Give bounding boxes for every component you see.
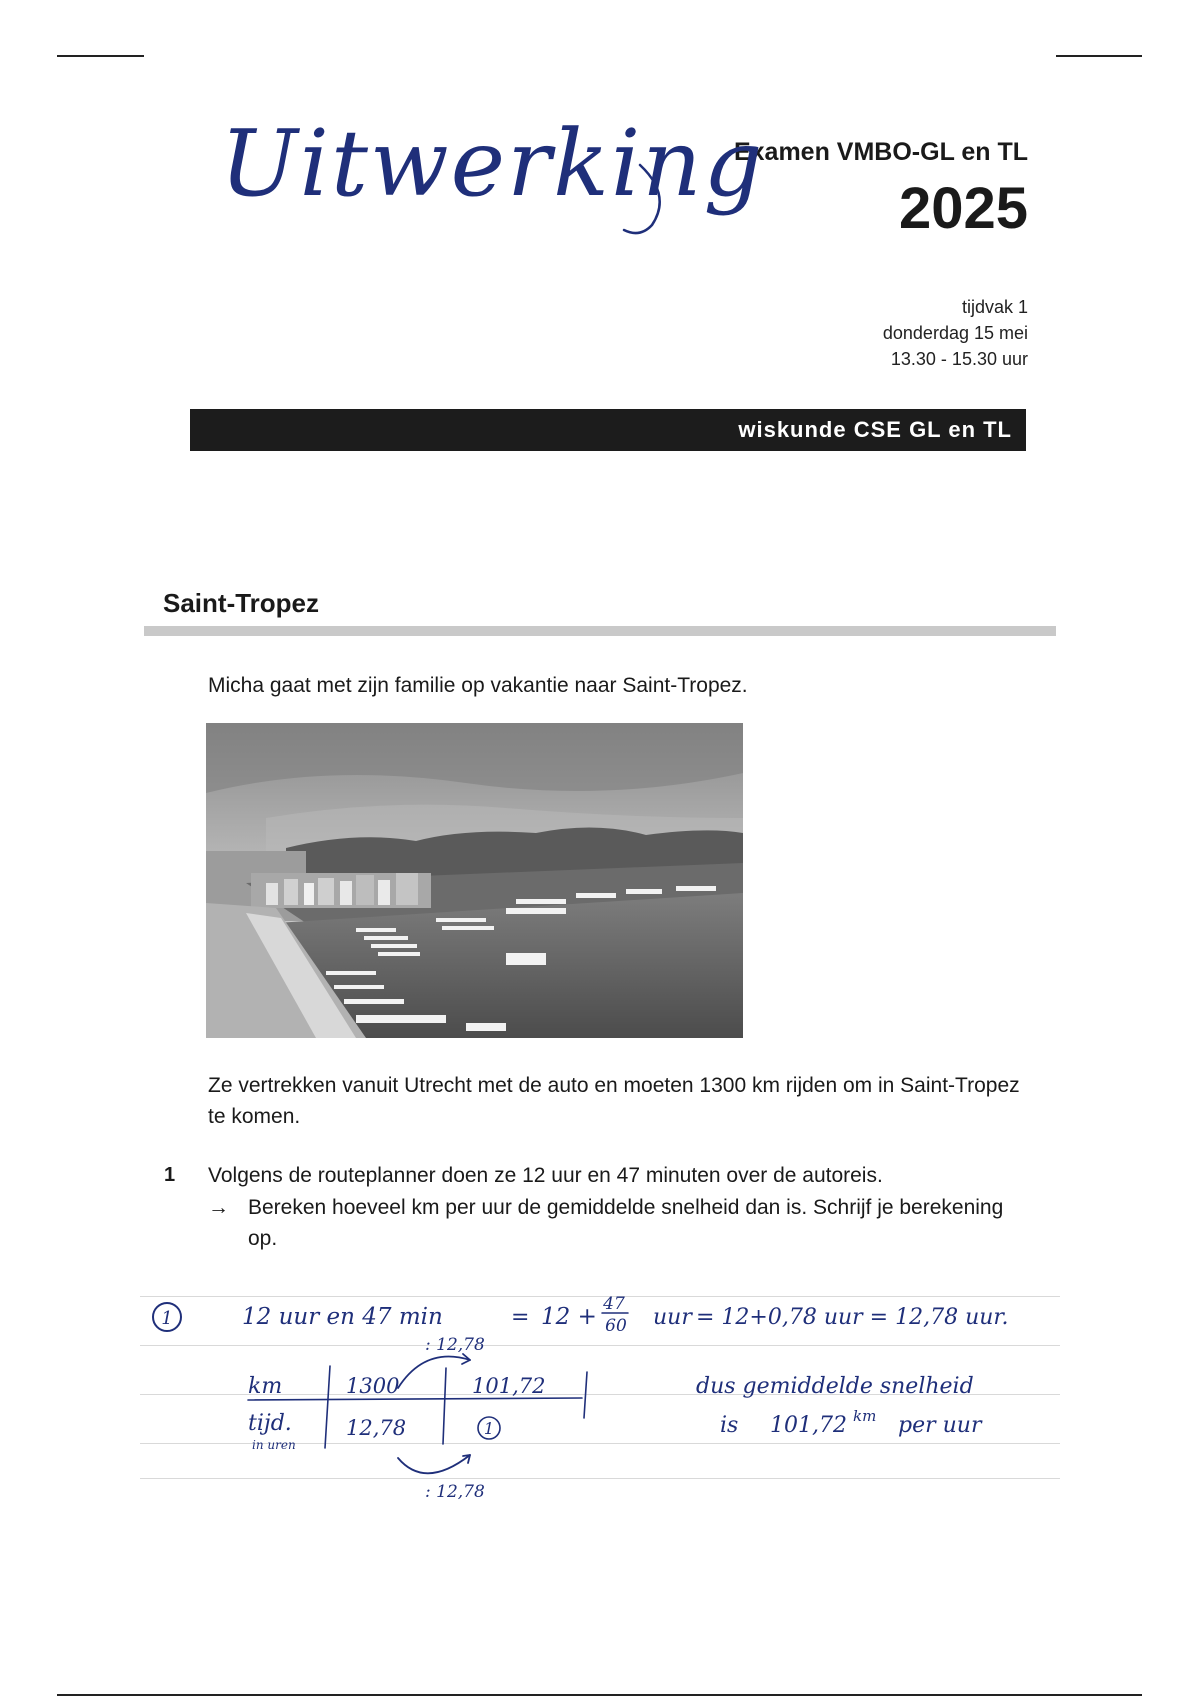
hw-table-value-one: 1: [483, 1419, 495, 1438]
hw-table-label-sub: in uren: [252, 1438, 296, 1452]
question-number: 1: [164, 1164, 176, 1186]
hw-line1-lhs: 12 uur en 47 min: [242, 1304, 443, 1330]
hw-table-vline-1: [325, 1366, 330, 1448]
hw-table-label-tijd: tijd.: [248, 1411, 292, 1436]
hw-line1-unit: uur: [653, 1305, 692, 1330]
section-title: Saint-Tropez: [163, 588, 320, 618]
subject-label: wiskunde CSE GL en TL: [738, 417, 1012, 442]
hw-table-value-time: 12,78: [346, 1416, 407, 1440]
hw-fraction-denominator: 60: [605, 1316, 627, 1336]
hw-table-label-km: km: [248, 1374, 283, 1399]
handwritten-title: Uitwerking: [220, 110, 765, 217]
hw-line1-whole: 12 +: [541, 1304, 597, 1330]
exam-date: donderdag 15 mei: [882, 323, 1028, 343]
hw-conclusion-end: per uur: [898, 1413, 982, 1438]
exam-time: 13.30 - 15.30 uur: [890, 349, 1028, 369]
question-text: Volgens de routeplanner doen ze 12 uur en 47 minuten over de autoreis.: [208, 1164, 883, 1187]
hw-conclusion-value: 101,72: [770, 1413, 847, 1438]
exam-year: 2025: [898, 176, 1028, 241]
hw-line1-eq: =: [511, 1305, 530, 1330]
hw-divide-bottom: : 12,78: [425, 1482, 485, 1502]
route-paragraph: Ze vertrekken vanuit Utrecht met de auto en moeten 1300 km rijden om in Saint-Tropez te komen.: [208, 1074, 1020, 1128]
hw-arrow-top: [398, 1357, 470, 1389]
hw-table-vline-2: [443, 1368, 446, 1444]
exam-period: tijdvak 1: [961, 297, 1028, 317]
hw-table-vline-3: [584, 1372, 587, 1418]
arrow-icon: →: [208, 1196, 229, 1219]
hw-table-hline: [248, 1398, 582, 1400]
hw-table-value-speed: 101,72: [472, 1374, 546, 1398]
hw-table-value-1300: 1300: [346, 1374, 400, 1398]
hw-fraction-numerator: 47: [603, 1294, 625, 1314]
intro-paragraph: Micha gaat met zijn familie op vakantie naar Saint-Tropez.: [208, 674, 748, 697]
hw-line1-rest: = 12+0,78 uur = 12,78 uur.: [696, 1305, 1009, 1330]
instruction-text: Bereken hoeveel km per uur de gemiddelde snelheid dan is. Schrijf je berekening op.: [248, 1196, 1004, 1250]
exam-title: Examen VMBO-GL en TL: [733, 138, 1028, 166]
hw-conclusion-line1: dus gemiddelde snelheid: [696, 1374, 974, 1399]
hw-arrow-bottom: [398, 1455, 470, 1473]
hw-divide-top: : 12,78: [425, 1335, 485, 1355]
circled-question-label: 1: [161, 1308, 173, 1329]
hw-conclusion-unit: km: [853, 1407, 877, 1425]
hw-conclusion-is: is: [720, 1413, 739, 1438]
